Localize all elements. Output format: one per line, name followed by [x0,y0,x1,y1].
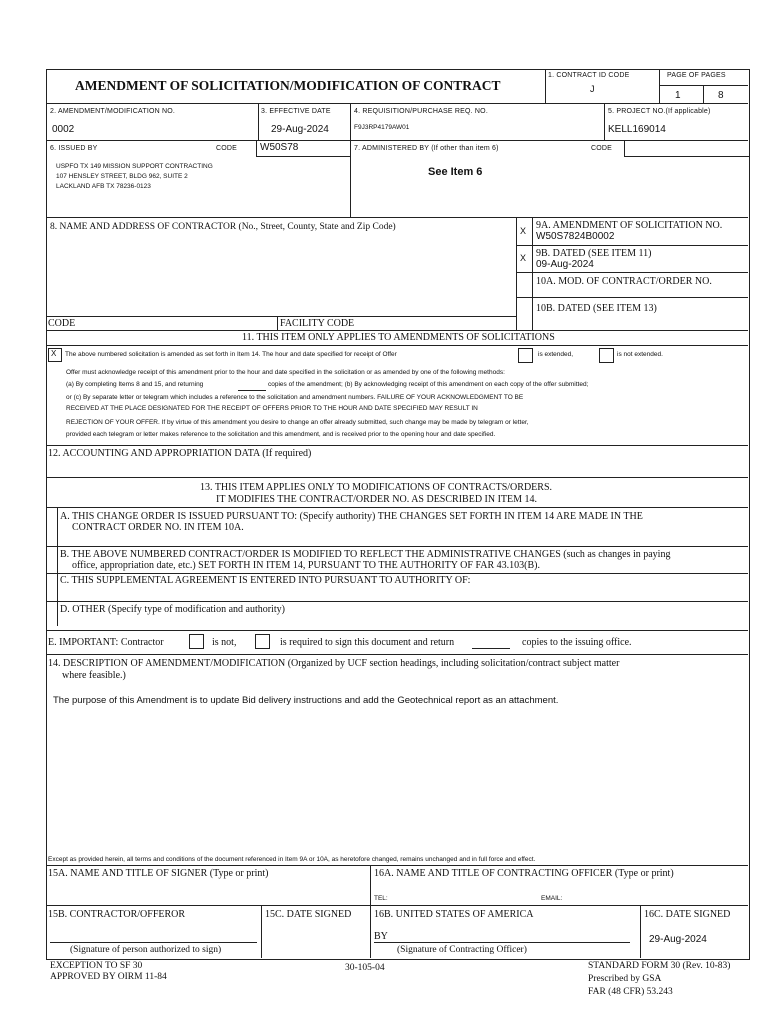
email-label: EMAIL: [541,895,563,902]
item-15c-label: 15C. DATE SIGNED [265,909,352,920]
item-12-label: 12. ACCOUNTING AND APPROPRIATION DATA (If required) [48,448,312,459]
contractor-code-label: CODE [48,318,76,329]
item-e-important-label: E. IMPORTANT: Contractor [48,637,164,648]
item-13b-line-2: office, appropriation date, etc.) SET FORTH IN ITEM 14, PURSUANT TO THE AUTHORITY OF FAR 43.103(B). [72,560,540,571]
item-10a-label: 10A. MOD. OF CONTRACT/ORDER NO. [536,276,712,287]
is-extended-label: is extended, [538,351,574,358]
item-e-required-label: is required to sign this document and return [280,637,455,648]
footer-standard-form: STANDARD FORM 30 (Rev. 10-83) [588,961,731,971]
item-14-label-2: where feasible.) [62,670,126,681]
form-title: AMENDMENT OF SOLICITATION/MODIFICATION OF CONTRACT [75,78,501,93]
issued-by-address-line-3: LACKLAND AFB TX 78236-0123 [56,183,151,190]
administered-code-label: CODE [591,145,613,152]
contractor-is-not-checkbox[interactable] [189,634,204,649]
page-of-pages-label: PAGE OF PAGES [667,72,726,79]
item-13-heading-2: IT MODIFIES THE CONTRACT/ORDER NO. AS DESCRIBED IN ITEM 14. [216,494,538,505]
issued-by-address-line-2: 107 HENSLEY STREET, BLDG 962, SUITE 2 [56,173,188,180]
item-10b-label: 10B. DATED (SEE ITEM 13) [536,303,657,314]
footer-approved: APPROVED BY OIRM 11-84 [50,972,167,982]
item-11-paragraph-4: RECEIVED AT THE PLACE DESIGNATED FOR THE RECEIPT OF OFFERS PRIOR TO THE HOUR AND DATE SPECIFIED MAY RESULT IN [66,405,478,412]
item-11-heading: 11. THIS ITEM ONLY APPLIES TO AMENDMENTS OF SOLICITATIONS [242,332,555,343]
by-label: BY [374,931,388,942]
item-11-paragraph-2b: copies of the amendment; (b) By acknowledging receipt of this amendment on each copy of the offer submitted; [268,381,589,388]
issued-by-label: 6. ISSUED BY [50,145,98,152]
footer-prescribed: Prescribed by GSA [588,974,662,984]
issued-by-code-label: CODE [216,145,238,152]
item-13a-line-2: CONTRACT ORDER NO. IN ITEM 10A. [72,522,244,533]
administered-by-label: 7. ADMINISTERED BY (If other than item 6) [354,145,499,152]
item-14-label-1: 14. DESCRIPTION OF AMENDMENT/MODIFICATION (Organized by UCF section headings, including solicitation/contract subject matter [48,658,620,669]
amendment-no: 0002 [52,124,75,135]
item-e-copies-label: copies to the issuing office. [522,637,632,648]
is-not-extended-checkbox[interactable] [599,348,614,363]
item-13a-line-1: A. THIS CHANGE ORDER IS ISSUED PURSUANT TO: (Specify authority) THE CHANGES SET FORTH IN ITEM 14 ARE MADE IN THE [60,511,643,522]
tel-label: TEL: [374,895,388,902]
item-9b-label: 9B. DATED (SEE ITEM 11) [536,248,652,259]
date-signed-16c: 29-Aug-2024 [649,934,707,945]
issued-by-code: W50S78 [260,142,299,153]
item-11-paragraph-3: or (c) By separate letter or telegram which includes a reference to the solicitation and amendment numbers. FAILURE OF YOUR ACKNOWLEDGMENT TO BE [66,394,524,401]
project-no: KELL169014 [608,124,666,135]
contractor-label: 8. NAME AND ADDRESS OF CONTRACTOR (No., Street, County, State and Zip Code) [50,222,396,232]
is-not-extended-label: is not extended. [617,351,663,358]
page-number: 1 [675,90,681,101]
effective-date: 29-Aug-2024 [271,124,329,135]
item-9a-mark: X [520,226,527,236]
contractor-is-required-checkbox[interactable] [255,634,270,649]
item-11-paragraph-6: provided each telegram or letter makes reference to the solicitation and this amendment, and is received prior to the opening hour and date specified. [66,431,496,438]
requisition-no: F9J3RP4179AW01 [354,124,410,131]
contracting-officer-signature-caption: (Signature of Contracting Officer) [397,945,527,955]
item-13d-label: D. OTHER (Specify type of modification and authority) [60,604,285,615]
item-16a-label: 16A. NAME AND TITLE OF CONTRACTING OFFICER (Type or print) [374,868,674,879]
item-e-is-not-label: is not, [212,637,237,648]
item-11-paragraph-5: REJECTION OF YOUR OFFER. If by virtue of this amendment you desire to change an offer already submitted, such change may be made by telegram or letter, [66,419,529,426]
project-no-label: 5. PROJECT NO.(If applicable) [608,108,711,115]
page-total: 8 [718,90,724,101]
item-16b-label: 16B. UNITED STATES OF AMERICA [374,909,534,920]
footer-far: FAR (48 CFR) 53.243 [588,987,673,997]
item-14-footer: Except as provided herein, all terms and conditions of the document referenced in Item 9A or 10A, as heretofore changed, remains unchanged and in full force and effect. [48,856,536,863]
contractor-signature-caption: (Signature of person authorized to sign) [70,945,222,955]
item-9b-mark: X [520,253,527,263]
item-11-line-1: The above numbered solicitation is amended as set forth in Item 14. The hour and date specified for receipt of Offer [65,351,397,358]
item-15b-label: 15B. CONTRACTOR/OFFEROR [48,909,186,920]
is-extended-checkbox[interactable] [518,348,533,363]
footer-exception: EXCEPTION TO SF 30 [50,961,143,971]
item-11-amended-mark: X [51,349,57,358]
item-15a-label: 15A. NAME AND TITLE OF SIGNER (Type or print) [48,868,269,879]
item-11-paragraph-2a: (a) By completing Items 8 and 15, and returning [66,381,204,388]
facility-code-label: FACILITY CODE [280,318,355,329]
item-14-description: The purpose of this Amendment is to update Bid delivery instructions and add the Geotechnical report as an attachment. [53,695,559,706]
item-9a-label: 9A. AMENDMENT OF SOLICITATION NO. [536,220,723,231]
issued-by-address-line-1: USPFO TX 149 MISSION SUPPORT CONTRACTING [56,163,213,170]
amendment-no-label: 2. AMENDMENT/MODIFICATION NO. [50,108,176,115]
item-16c-label: 16C. DATE SIGNED [644,909,731,920]
solicitation-no: W50S7824B0002 [536,231,615,242]
item-11-paragraph-1: Offer must acknowledge receipt of this amendment prior to the hour and date specified in the solicitation or as amended by one of the following methods: [66,369,505,376]
item-9b-date: 09-Aug-2024 [536,259,594,270]
item-13b-line-1: B. THE ABOVE NUMBERED CONTRACT/ORDER IS MODIFIED TO REFLECT THE ADMINISTRATIVE CHANGES (such as changes in paying [60,549,671,560]
item-13-heading-1: 13. THIS ITEM APPLIES ONLY TO MODIFICATIONS OF CONTRACTS/ORDERS. [200,482,553,493]
requisition-label: 4. REQUISITION/PURCHASE REQ. NO. [354,108,488,115]
contract-id-code: J [590,84,595,94]
administered-by-value: See Item 6 [428,166,483,178]
footer-form-code: 30-105-04 [345,963,385,973]
item-13c-label: C. THIS SUPPLEMENTAL AGREEMENT IS ENTERED INTO PURSUANT TO AUTHORITY OF: [60,575,471,586]
effective-date-label: 3. EFFECTIVE DATE [261,108,331,115]
contract-id-code-label: 1. CONTRACT ID CODE [548,72,630,79]
